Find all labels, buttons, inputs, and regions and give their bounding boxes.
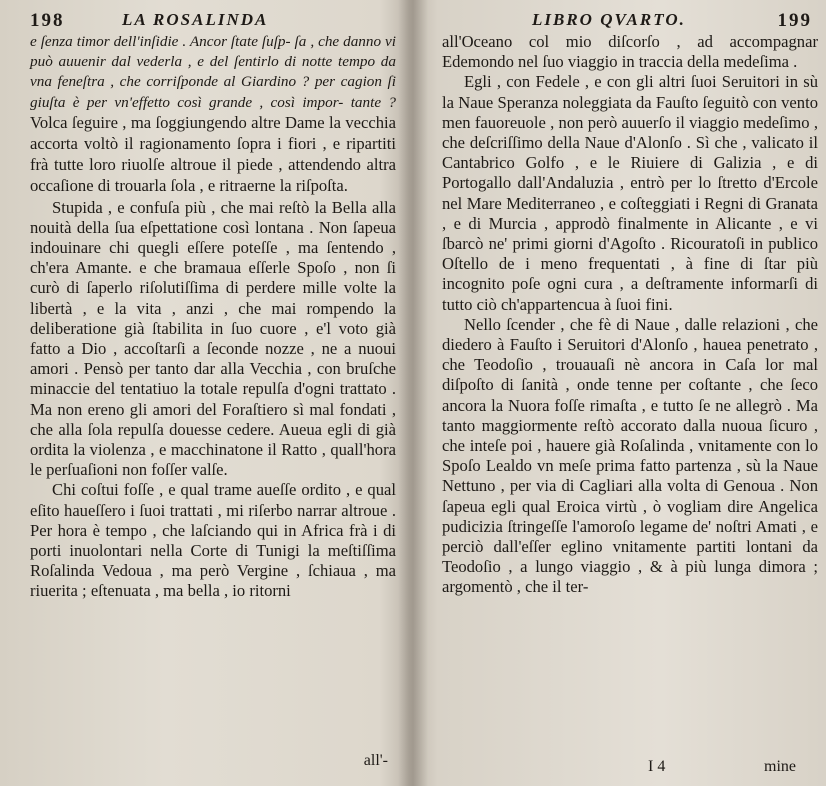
italic-line: del ſentirlo di notte tempo da vna feneſtra , bbox=[30, 53, 396, 91]
left-paragraph-1: Volca ſeguire , ma ſoggiungendo altre Dame la vecchia accorta voltò il ragionamento ſopra i fiori , e ripartiti frà tutte loro riuolſe altroue il piede , attendendo altra occaſione di trouarla ſola , e ritraerne la riſpoſta. bbox=[30, 112, 396, 196]
right-body-text bbox=[442, 32, 818, 598]
left-paragraph-3: Chi coſtui foſſe , e qual trame aueſſe ordito , e qual eſito haueſſero i ſuoi trattati , mi riſerbo narrar altroue . Per hora è tempo , che laſciando qui in Africa frà i di porti inuolontari nella Corte di Tunigi la meſtiſſima Roſalinda Vedoua , ma però Vergine , ſchiaua , ma riuerita ; eſtenuata , ma bella , io ritorni bbox=[30, 480, 396, 601]
right-page-number: 199 bbox=[777, 10, 812, 31]
italic-line: ſa , che danno vi può auuenir dal vederla , e bbox=[30, 33, 397, 71]
left-page-number: 198 bbox=[30, 10, 65, 31]
italic-line: e ſenza timor dell'inſidie . Ancor ſtate ſuſp- bbox=[30, 33, 295, 50]
right-page bbox=[418, 0, 826, 786]
left-catchword: all'- bbox=[363, 752, 388, 769]
italic-line: che corriſponde al Giardino ? per cagion bbox=[119, 73, 388, 91]
left-paragraph-2: Stupida , e confuſa più , che mai reſtò la Bella alla nouità della ſua eſpettatione così lontana . Non ſapeua indouinare chi quegli eſſere poteſſe , ma ſentendo , ch'era Amante. e che bramaua eſſerle Spoſo , non ſi curò di ſaperlo riſolutiſſima di perdere mille volte la libertà , e la vita , anzi , che mai rompendo la deliberatione già ſtabilita in ſuo cuore , e'l voto già fatto a Dio , accoſtarſi a ſeconde nozze , ne a nuoui amori . Pensò per tanto dar alla Vecchia , con bruſche minaccie del tentatiuo la totale repulſa d'ogni trattato . Ma non ereno gli amori del Foraſtiero sì mal fondati , che alla ſola repulſa douesse cedere. Aueua egli di già ordita la violenza , e macchinatone il Ratto , quall'hora le perſuaſioni non foſſer valſe. bbox=[30, 197, 396, 480]
left-page bbox=[0, 0, 406, 786]
right-running-title: LIBRO QVARTO. bbox=[532, 10, 686, 29]
right-paragraph-3: Nello ſcender , che fè di Naue , dalle relazioni , che diedero à Fauſto i Seruitori d'Alonſo , hauea penetrato , che Teodoſio , trouauaſi nè ancora in Caſa lor mal diſpoſto di ſanità , onde tenne per coſtante , che ſeco ancora la Nuora foſſe rimaſta , e tutto ſe ne allegrò . Ma tanto maggiormente reſtò accorato dalla nuoua ſicuro , che inteſe poi , hauere già Roſalinda , vnitamente con lo Spoſo Lealdo vn meſe prima fatto partenza , sù la Naue Nettuno , per via di Cagliari alla volta di Genoua . Non ſapeua egli qual Eroica virtù , ò vogliam dire Angelica pudicizia ſtringeſſe l'amoroſo legame de' noſtri Amati , e perciò dall'eſſer eglino vnitamente partiti lontani da Teodoſio , a lungo viaggio , & à più lunga dimora ; argomentò , che il ter- bbox=[442, 314, 818, 597]
right-paragraph-2: Egli , con Fedele , e con gli altri ſuoi Seruitori in sù la Naue Speranza noleggiata da Fauſto ſeguitò con vento men fauoreuole , non però auuerſo il viaggio medeſimo , che deſcriſſimo della Naue d'Alonſo . Sì che , valicato il Cantabrico Golfo , e le Riuiere di Galizia , e di Portogallo dall'Andaluzia , entrò per lo ſtretto d'Ercole nel Mare Mediterraneo , e coſteggiati i Regni di Granata , e di Murcia , approdò finalmente in Alicante , e vi ſbarcò ne' primi giorni d'Agoſto . Ricouratoſi in publico Oſtello de i meno frequentati , à fine di ſtar più incognito poſe ogni cura , a deſtramente informarſi di tutto ciò ch'appartencua à ſuoi fini. bbox=[442, 72, 818, 314]
signature-mark: I 4 bbox=[648, 758, 666, 775]
left-italic-passage bbox=[30, 32, 396, 198]
italic-line: tante ? bbox=[350, 93, 396, 111]
italic-line: ſi giuſta è per vn'effetto così grande , così impor- bbox=[30, 73, 396, 111]
right-catchword: mine bbox=[764, 758, 796, 775]
left-body-text bbox=[30, 32, 396, 602]
left-running-title: LA ROSALINDA bbox=[122, 10, 269, 29]
right-running-head bbox=[442, 6, 818, 32]
left-running-head bbox=[30, 6, 396, 32]
right-paragraph-1: all'Oceano col mio diſcorſo , ad accompagnar Edemondo nel ſuo viaggio in traccia della medeſima . bbox=[442, 32, 818, 72]
